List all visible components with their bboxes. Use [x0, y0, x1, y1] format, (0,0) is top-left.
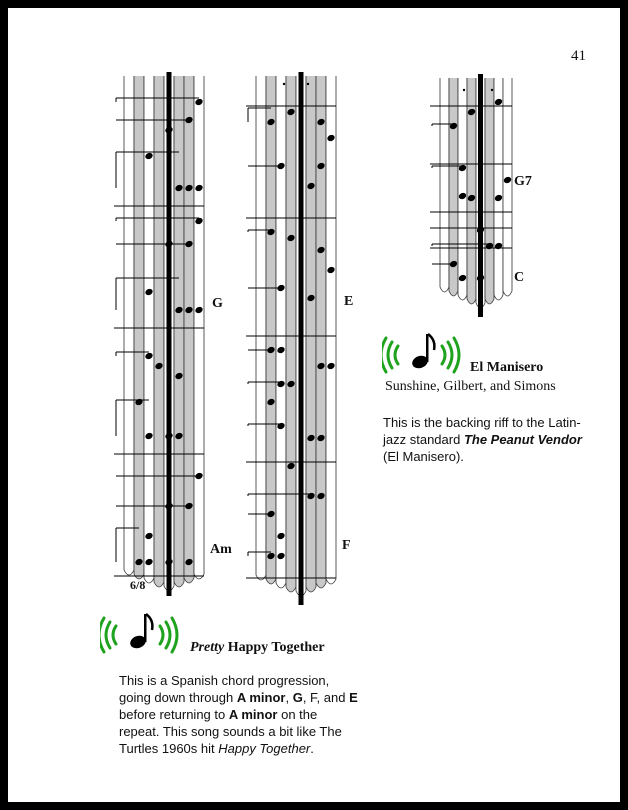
- chord-label-f: F: [342, 538, 351, 553]
- page: [8, 8, 620, 802]
- song-title-rest: Happy Together: [224, 640, 325, 655]
- chord-label-g: G: [212, 296, 223, 311]
- tablature-pretty-happy-together-continued: [236, 66, 346, 606]
- song-title-el-manisero: El Manisero: [470, 360, 544, 375]
- song-credit-el-manisero: Sunshine, Gilbert, and Simons: [385, 379, 556, 394]
- audio-note-icon[interactable]: [382, 328, 468, 376]
- description-el-manisero: This is the backing riff to the Latin-jazz standard The Peanut Vendor (El Manisero).: [383, 415, 582, 464]
- time-signature: 6/8: [130, 578, 146, 592]
- description-pretty-happy-together: This is a Spanish chord progression, going down through A minor, G, F, and E before returning to A minor on the repeat. This song sounds a bit like The Turtles 1960s hit Happy Together.: [119, 673, 358, 756]
- chord-label-c: C: [514, 270, 525, 285]
- page-number: 41: [571, 48, 586, 64]
- chord-label-g7: G7: [514, 174, 532, 189]
- audio-note-icon[interactable]: [100, 608, 186, 656]
- song-title-pretty-happy-together: [190, 638, 325, 656]
- chord-label-e: E: [344, 294, 354, 309]
- chord-label-am: Am: [210, 542, 232, 557]
- tablature-el-manisero: [426, 68, 526, 338]
- tablature-pretty-happy-together: [106, 66, 216, 596]
- song-title-italic: Pretty: [190, 640, 225, 655]
